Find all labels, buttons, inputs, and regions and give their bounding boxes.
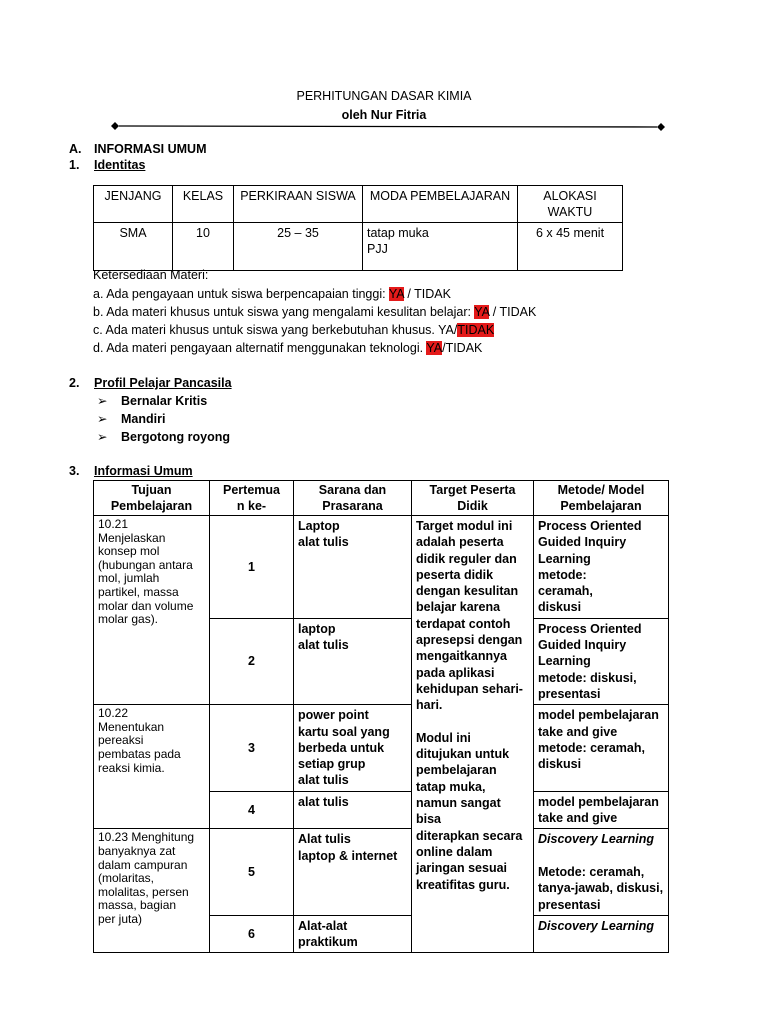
answer-tidak: TIDAK bbox=[414, 287, 451, 301]
section-a-letter: A. bbox=[69, 142, 82, 156]
col-pertemuan: Pertemua n ke- bbox=[210, 481, 294, 516]
arrow-bullet-icon: ➢ bbox=[97, 412, 108, 426]
identitas-number: 1. bbox=[69, 158, 80, 172]
tujuan-cell: 10.21 Menjelaskan konsep mol (hubungan antara mol, jumlah partikel, massa molar dan volume molar gas). bbox=[94, 516, 210, 705]
cell-jenjang: SMA bbox=[94, 223, 173, 271]
pertemuan-cell: 1 bbox=[210, 516, 294, 619]
profil-number: 2. bbox=[69, 376, 80, 390]
arrow-bullet-icon: ➢ bbox=[97, 394, 108, 408]
sarana-cell: Alat tulis laptop & internet bbox=[294, 829, 412, 915]
col-sarana: Sarana dan Prasarana bbox=[294, 481, 412, 516]
answer-ya: YA bbox=[474, 305, 490, 319]
profil-item: ➢ Mandiri bbox=[97, 412, 166, 426]
target-cell: Target modul ini adalah peserta didik reguler dan peserta didik dengan kesulitan belajar karena terdapat contoh apresepsi dengan mengaitkannya pada aplikasi kehidupan sehari- hari. Modul ini ditujukan untuk pembelajaran tatap muka, namun sangat bisa diterapkan secara online dalam jaringan sesuai kreatifitas guru. bbox=[412, 516, 534, 953]
sarana-cell: Laptop alat tulis bbox=[294, 516, 412, 619]
sarana-cell: alat tulis bbox=[294, 791, 412, 829]
identitas-table bbox=[93, 185, 623, 271]
section-a-title: INFORMASI UMUM bbox=[94, 142, 207, 156]
answer-ya: YA bbox=[438, 323, 454, 337]
pertemuan-cell: 6 bbox=[210, 915, 294, 953]
col-moda: MODA PEMBELAJARAN bbox=[363, 186, 518, 223]
metode-cell: Discovery Learning Metode: ceramah, tanya-jawab, diskusi, presentasi bbox=[534, 829, 669, 915]
pertemuan-cell: 2 bbox=[210, 618, 294, 704]
answer-ya: YA bbox=[426, 341, 443, 355]
metode-cell: Discovery Learning bbox=[534, 915, 669, 953]
title-divider bbox=[108, 119, 668, 133]
metode-cell: Process Oriented Guided Inquiry Learning metode: ceramah, diskusi bbox=[534, 516, 669, 619]
metode-cell: model pembelajaran take and give bbox=[534, 791, 669, 829]
document-author: oleh Nur Fitria bbox=[341, 108, 427, 122]
cell-moda: tatap muka PJJ bbox=[363, 223, 518, 271]
ketersediaan-title: Ketersediaan Materi: bbox=[93, 268, 209, 282]
profil-item: ➢ Bernalar Kritis bbox=[97, 394, 208, 408]
pertemuan-cell: 3 bbox=[210, 705, 294, 791]
tujuan-cell: 10.22 Menentukan pereaksi pembatas pada reaksi kimia. bbox=[94, 705, 210, 829]
pertemuan-cell: 5 bbox=[210, 829, 294, 915]
tujuan-cell: 10.23 Menghitung banyaknya zat dalam campuran (molaritas, molalitas, persen massa, bagian per juta) bbox=[94, 829, 210, 953]
ketersediaan-item-b: b. Ada materi khusus untuk siswa yang mengalami kesulitan belajar: YA / TIDAK bbox=[93, 305, 537, 319]
sarana-cell: Alat-alat praktikum bbox=[294, 915, 412, 953]
informasi-heading: Informasi Umum bbox=[94, 464, 193, 478]
metode-model: Discovery Learning bbox=[538, 832, 655, 847]
identitas-heading: Identitas bbox=[94, 158, 146, 172]
col-perkiraan-siswa: PERKIRAAN SISWA bbox=[234, 186, 363, 223]
metode-cell: Process Oriented Guided Inquiry Learning metode: diskusi, presentasi bbox=[534, 618, 669, 704]
ketersediaan-item-d: d. Ada materi pengayaan alternatif menggunakan teknologi. YA/TIDAK bbox=[93, 341, 483, 355]
cell-alokasi: 6 x 45 menit bbox=[518, 223, 623, 271]
profil-heading: Profil Pelajar Pancasila bbox=[94, 376, 232, 390]
col-tujuan: Tujuan Pembelajaran bbox=[94, 481, 210, 516]
col-jenjang: JENJANG bbox=[94, 186, 173, 223]
arrow-bullet-icon: ➢ bbox=[97, 430, 108, 444]
sarana-cell: laptop alat tulis bbox=[294, 618, 412, 704]
answer-tidak: TIDAK bbox=[445, 341, 483, 355]
document-title: PERHITUNGAN DASAR KIMIA bbox=[296, 89, 472, 103]
sarana-cell: power point kartu soal yang berbeda untuk setiap grup alat tulis bbox=[294, 705, 412, 791]
answer-ya: YA bbox=[388, 287, 404, 301]
col-alokasi: ALOKASI WAKTU bbox=[518, 186, 623, 223]
informasi-table bbox=[93, 480, 669, 953]
ketersediaan-item-a: a. Ada pengayaan untuk siswa berpencapaian tinggi: YA / TIDAK bbox=[93, 287, 451, 301]
answer-tidak: TIDAK bbox=[457, 323, 495, 337]
ketersediaan-item-c: c. Ada materi khusus untuk siswa yang berkebutuhan khusus. YA/TIDAK bbox=[93, 323, 495, 337]
cell-perkiraan-siswa: 25 – 35 bbox=[234, 223, 363, 271]
pertemuan-cell: 4 bbox=[210, 791, 294, 829]
cell-kelas: 10 bbox=[173, 223, 234, 271]
col-kelas: KELAS bbox=[173, 186, 234, 223]
informasi-number: 3. bbox=[69, 464, 80, 478]
col-target: Target Peserta Didik bbox=[412, 481, 534, 516]
metode-cell: model pembelajaran take and give metode: ceramah, diskusi bbox=[534, 705, 669, 791]
col-metode: Metode/ Model Pembelajaran bbox=[534, 481, 669, 516]
profil-item: ➢ Bergotong royong bbox=[97, 430, 231, 444]
answer-tidak: TIDAK bbox=[499, 305, 537, 319]
